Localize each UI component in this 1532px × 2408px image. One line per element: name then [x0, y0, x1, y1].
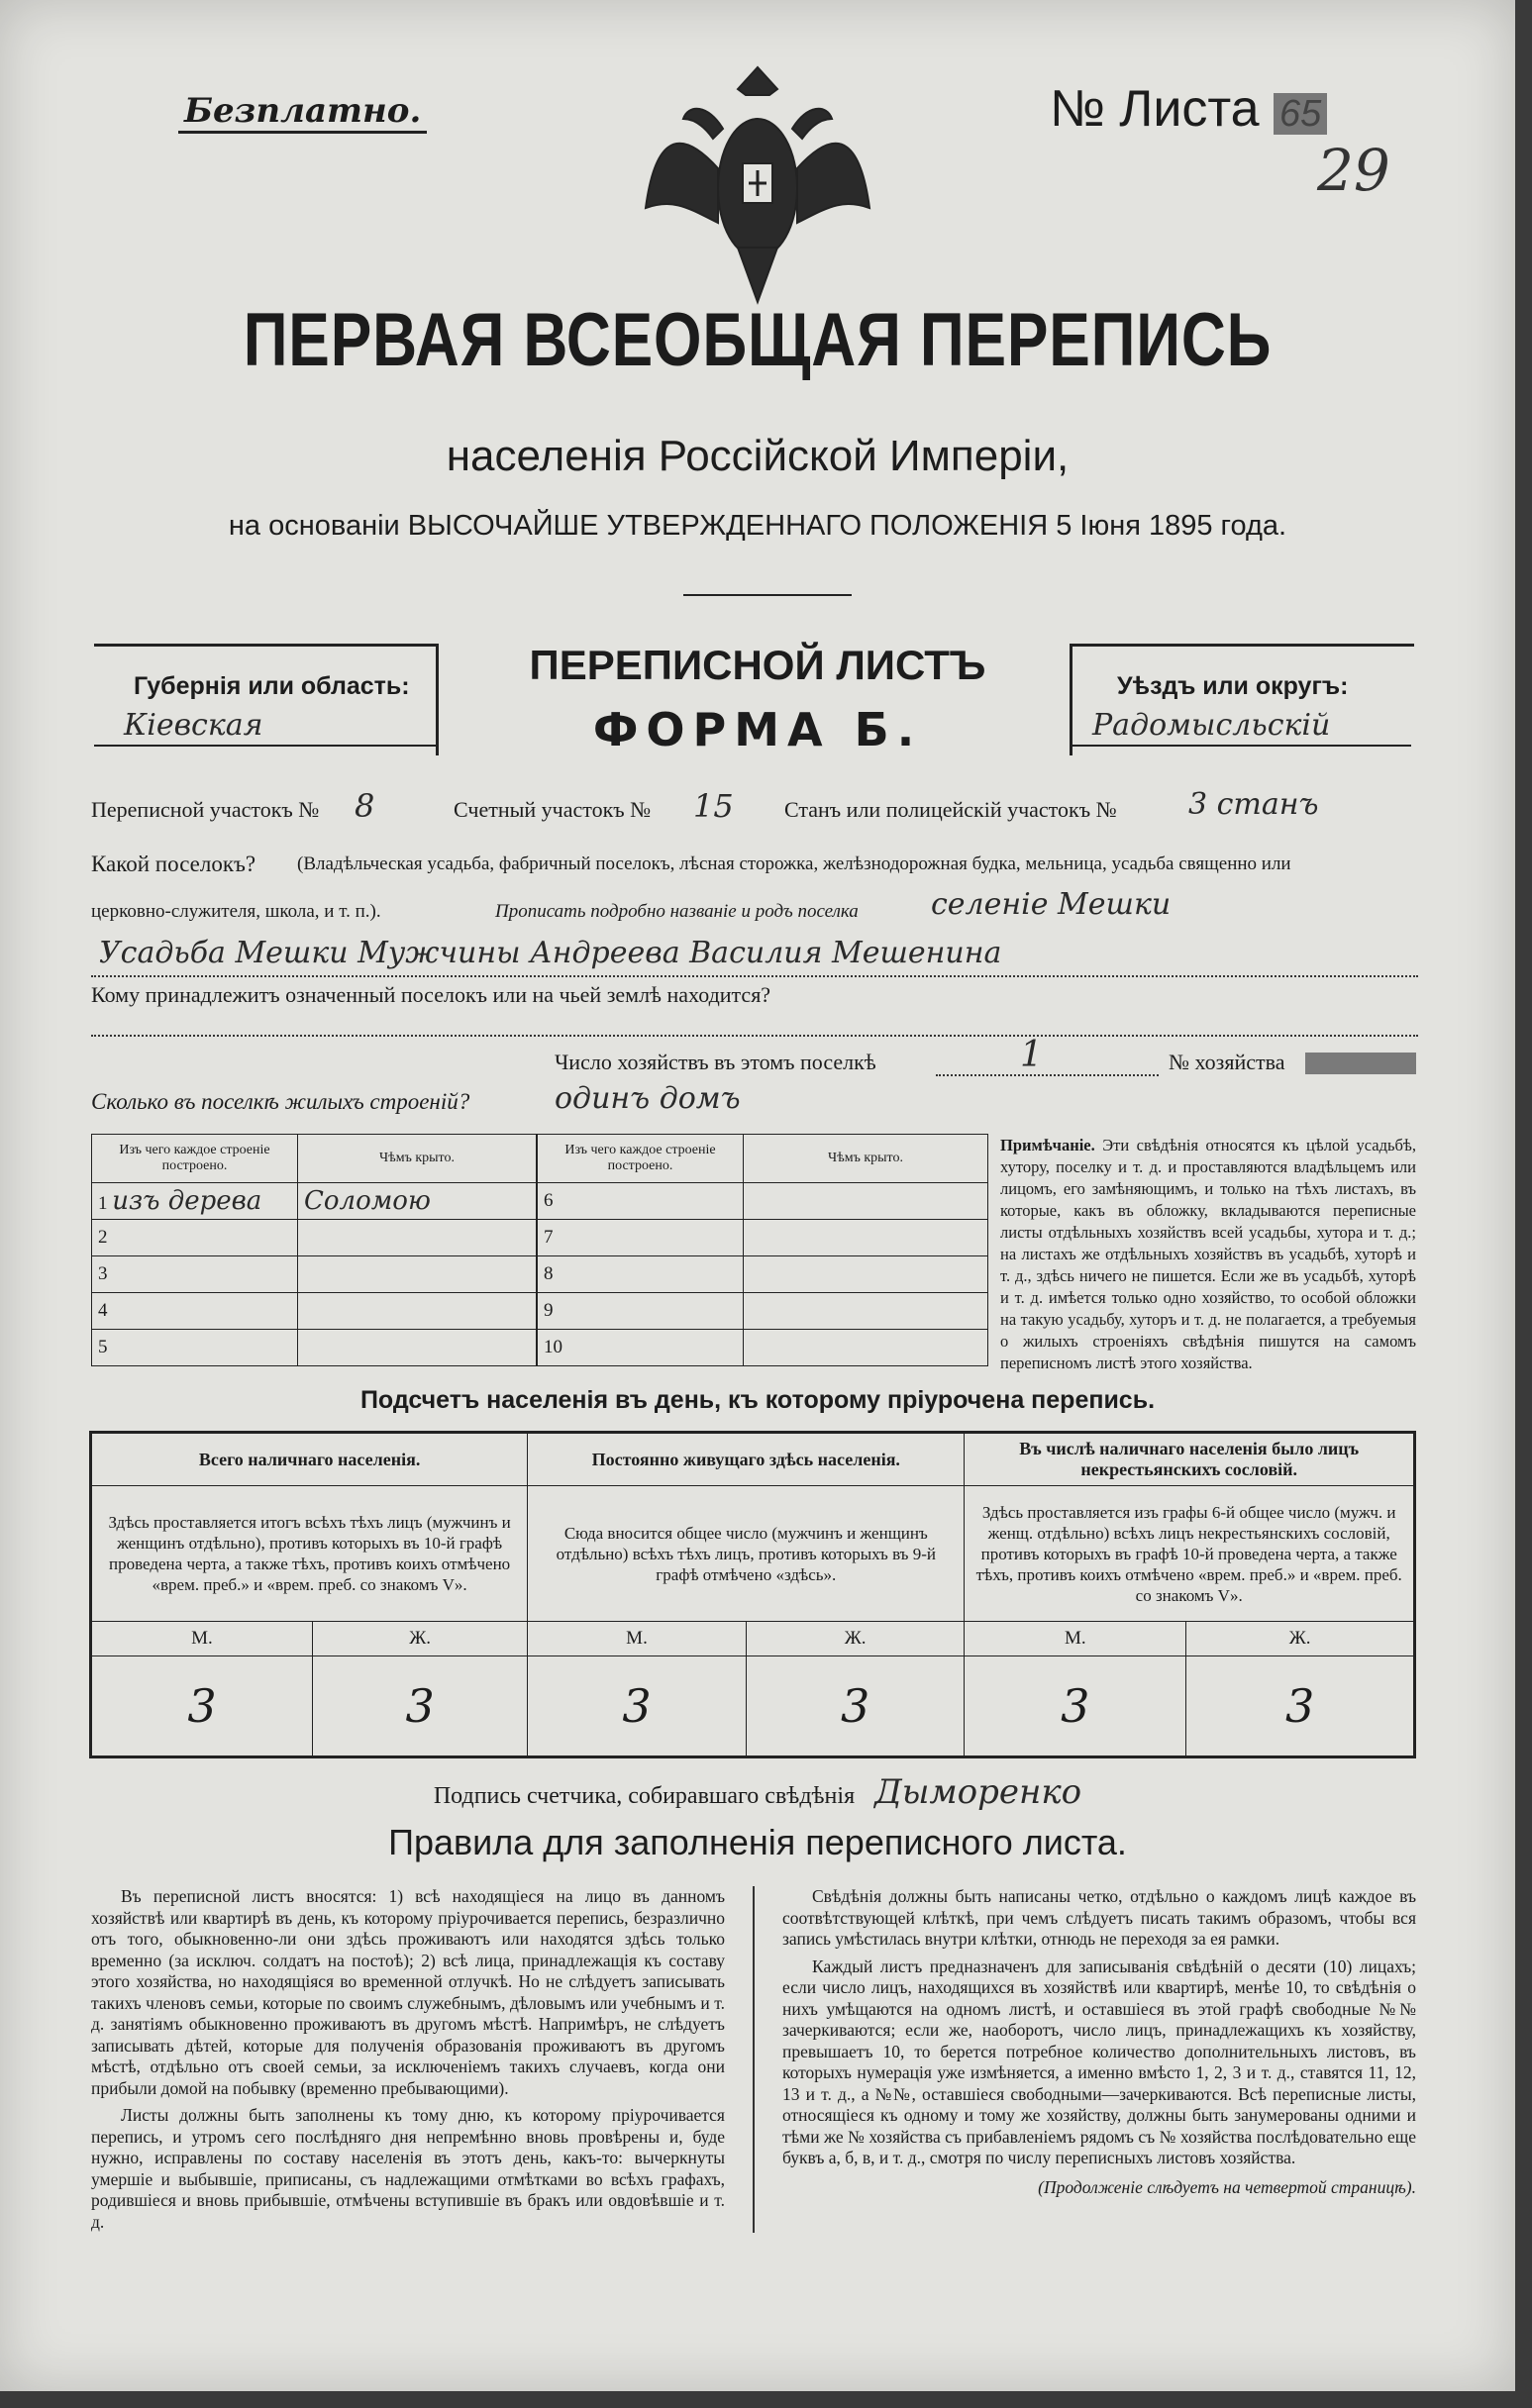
col-roof: Чѣмъ крыто.	[744, 1135, 988, 1183]
buildings-table-right	[537, 1134, 988, 1366]
table-row: 9	[538, 1293, 988, 1330]
owner-label: Кому принадлежитъ означенный поселокъ или на чьей землѣ находится?	[91, 982, 771, 1007]
gubernia-value: Кіевская	[124, 708, 263, 743]
households-label: Число хозяйствъ въ этомъ поселкѣ	[555, 1050, 876, 1074]
present-male-value: 3	[91, 1656, 313, 1757]
table-row: 10	[538, 1330, 988, 1366]
table-row: 8	[538, 1256, 988, 1293]
present-head: Всего наличнаго населенія.	[91, 1433, 528, 1486]
settlement-hint-2: церковно-служителя, школа, и т. п.).	[91, 901, 381, 922]
free-label: Безплатно.	[178, 91, 427, 134]
sheet-number-old: 65	[1274, 93, 1327, 135]
population-summary-table	[89, 1431, 1416, 1758]
uezd-label: Уѣздъ или округъ:	[1117, 672, 1349, 700]
non-peasant-desc: Здѣсь проставляется изъ графы 6-й общее число (мужч. и женщ. отдѣльно) всѣхъ лицъ некрестьянскихъ сословій, противъ которыхъ въ графѣ 10-й проведена черта, а также тѣхъ, противъ коихъ отмѣчено «врем. преб.» и «врем. преб. со знакомъ V».	[965, 1486, 1415, 1622]
gubernia-label: Губернія или область:	[134, 672, 410, 700]
table-row: 6	[538, 1183, 988, 1220]
census-district-label: Переписной участокъ №	[91, 797, 320, 822]
settlement-value-2: Усадьба Мешки Мужчины Андреева Василия Мешенина	[99, 936, 1002, 970]
table-row: 2	[92, 1220, 537, 1256]
double-headed-eagle-emblem	[644, 59, 871, 307]
male-label: М.	[965, 1622, 1186, 1656]
note-text: Эти свѣдѣнія относятся къ цѣлой усадьбѣ, хутору, поселку и т. д. и проставляются владѣльцемъ или лицомъ, его замѣняющимъ, и только на тѣхъ листахъ, въ которые, какъ въ обложку, вкладываются переписные листы отдѣльныхъ хозяйствъ всей усадьбы, хутора и т. д.; на листахъ же отдѣльныхъ хозяйствъ въ усадьбѣ, хуторѣ и т. д., здѣсь ничего не пишется. Если же въ усадьбѣ, хуторѣ и т. д. имѣется только одно хозяйство, то особой обложки на такую усадьбу, хуторъ и т. д. не полагается, а требуемыя о жилыхъ строеніяхъ свѣдѣнія пишутся на самомъ переписномъ листѣ этого хозяйства.	[1000, 1136, 1416, 1372]
resident-female-value: 3	[746, 1656, 965, 1757]
col-roof: Чѣмъ крыто.	[298, 1135, 537, 1183]
present-female-value: 3	[312, 1656, 527, 1757]
count-district-value: 15	[693, 787, 734, 825]
page-subtitle: населенія Россійской Имперіи,	[446, 432, 1070, 480]
rules-left-p2: Листы должны быть заполнены къ тому дню, къ которому пріурочивается перепись, и утромъ сего послѣдняго дня непремѣнно вновь провѣрены и, буде нужно, исправлены по составу населенія въ этотъ день, какъ-то: вычеркнуты умершіе и выбывшіе, приписаны, съ надлежащими отмѣтками во всѣхъ графахъ, родившіеся и вновь прибывшіе, отмѣчены вступившіе въ бракъ или овдовѣвшіе и т. д.	[91, 2105, 725, 2232]
gubernia-underline	[94, 745, 436, 747]
male-label: М.	[91, 1622, 313, 1656]
uezd-box	[1070, 644, 1414, 755]
col-material: Изъ чего каждое строеніе построено.	[92, 1135, 298, 1183]
page-title: ПЕРВАЯ ВСЕОБЩАЯ ПЕРЕПИСЬ	[243, 298, 1273, 382]
table-row: 5	[92, 1330, 537, 1366]
census-district-value: 8	[355, 787, 375, 825]
buildings-value: одинъ домъ	[555, 1081, 741, 1116]
settlement-prescribe: Прописать подробно названіе и родъ поселка	[495, 901, 859, 922]
sheet-number-new: 29	[1317, 137, 1390, 204]
female-label: Ж.	[312, 1622, 527, 1656]
col-material: Изъ чего каждое строеніе построено.	[538, 1135, 744, 1183]
material-value: изъ дерева	[112, 1186, 262, 1216]
note-head: Примѣчаніе.	[1000, 1136, 1095, 1154]
household-no-redacted	[1305, 1053, 1416, 1074]
summary-title: Подсчетъ населенія въ день, къ которому пріурочена перепись.	[359, 1386, 1156, 1414]
rules-divider	[753, 1886, 755, 2233]
rules-right-column	[782, 1886, 1416, 2198]
enumerator-signature	[0, 1772, 1515, 1812]
table-row: 1 изъ дерева Соломою	[92, 1183, 537, 1220]
form-subtitle: ФОРМА Б.	[592, 703, 923, 756]
rules-continued: (Продолженіе слѣдуетъ на четвертой страницѣ).	[1038, 2176, 1416, 2197]
sheet-number-label: № Листа	[1050, 80, 1260, 138]
rules-right-p2: Каждый листъ предназначенъ для записыванія свѣдѣній о десяти (10) лицахъ; если число лицъ, находящихся въ хозяйствѣ или квартирѣ, менѣе 10, то свѣдѣнія о нихъ умѣщаются на одномъ листѣ, и оставшіеся въ этой графѣ свободные №№ зачеркиваются; если же, наоборотъ, число лицъ, принадлежащихъ къ хозяйству, превышаетъ 10, то берется потребное количество дополнительныхъ листовъ, въ которыхъ нумерація уже измѣняется, а именно вмѣсто 1, 2, 3 и т. д., ставятся 11, 12, 13 и т. д., а №№, оставшіеся свободными—зачеркиваются. Всѣ переписные листы, относящіеся къ одному и тому же хозяйству, должны быть занумерованы одними и тѣми же № хозяйства съ прибавленіемъ рядомъ съ № хозяйства послѣдовательно еще буквъ а, б, в, и т. д., смотря по числу переписныхъ листовъ хозяйства.	[782, 1956, 1416, 2167]
buildings-label: Сколько въ поселкѣ жилыхъ строеній?	[91, 1089, 470, 1114]
rules-right-p1: Свѣдѣнія должны быть написаны четко, отдѣльно о каждомъ лицѣ каждое въ соотвѣтствующей клѣткѣ, при чемъ слѣдуетъ писать такимъ образомъ, чтобы вся запись умѣстилась внутри клѣтки, отнюдь не переходя за ея рамки.	[782, 1886, 1416, 1949]
resident-head: Постоянно живущаго здѣсь населенія.	[528, 1433, 965, 1486]
households-line	[936, 1074, 1159, 1076]
present-desc: Здѣсь проставляется итогъ всѣхъ тѣхъ лицъ (мужчинъ и женщинъ отдѣльно), противъ которыхъ въ 10-й графѣ проведена черта, а также тѣхъ, противъ коихъ отмѣчено «врем. преб.» и «врем. преб. со знакомъ V».	[91, 1486, 528, 1622]
settlement-value: селеніе Мешки	[931, 887, 1172, 922]
divider	[683, 594, 852, 596]
stan-value: 3 станъ	[1188, 787, 1319, 822]
uezd-value: Радомысльскій	[1092, 708, 1331, 743]
signature-value: Дыморенко	[874, 1772, 1082, 1812]
settlement-line	[91, 975, 1418, 977]
count-district-label: Счетный участокъ №	[454, 797, 652, 822]
male-label: М.	[528, 1622, 747, 1656]
non-peasant-male-value: 3	[965, 1656, 1186, 1757]
household-no-label: № хозяйства	[1169, 1050, 1285, 1074]
resident-male-value: 3	[528, 1656, 747, 1757]
settlement-label: Какой поселокъ?	[91, 852, 256, 876]
non-peasant-female-value: 3	[1186, 1656, 1415, 1757]
sheet-number	[1050, 79, 1390, 204]
female-label: Ж.	[1186, 1622, 1415, 1656]
rules-left-p1: Въ переписной листъ вносятся: 1) всѣ находящіеся на лицо въ данномъ хозяйствѣ или квартирѣ въ день, къ которому пріурочивается перепись, безразлично отъ того, обыкновенно-ли они здѣсь проживаютъ или находятся здѣсь только временно (за исключ. солдатъ на постоѣ); 2) всѣ лица, принадлежащія къ составу этого хозяйства, но находящіяся во временной отлучкѣ. Но не слѣдуетъ записывать такихъ членовъ семьи, которые по своимъ служебнымъ, дѣловымъ или учебнымъ и т. д. занятіямъ обыкновенно проживаютъ въ другомъ мѣстѣ. Напримѣръ, не слѣдуетъ записывать дѣтей, которые для полученія образованія проживаютъ въ другомъ мѣстѣ, отдѣльно отъ своей семьи, за исключеніемъ такихъ случаевъ, когда они прибыли домой на побывку (временно пребывающими).	[91, 1886, 725, 2098]
legal-basis: на основаніи ВЫСОЧАЙШЕ УТВЕРЖДЕННАГО ПОЛОЖЕНІЯ 5 Іюня 1895 года.	[228, 510, 1287, 542]
roof-value: Соломою	[298, 1183, 537, 1220]
table-row: 7	[538, 1220, 988, 1256]
stan-label: Станъ или полицейскій участокъ №	[784, 797, 1117, 822]
table-row: 3	[92, 1256, 537, 1293]
female-label: Ж.	[746, 1622, 965, 1656]
buildings-note	[1000, 1135, 1416, 1374]
rules-title: Правила для заполненія переписного листа.	[388, 1822, 1127, 1862]
resident-desc: Сюда вносится общее число (мужчинъ и женщинъ отдѣльно) всѣхъ тѣхъ лицъ, противъ которыхъ въ 9-й графѣ отмѣчено «здѣсь».	[528, 1486, 965, 1622]
form-title: ПЕРЕПИСНОЙ ЛИСТЪ	[529, 642, 986, 688]
table-row: 4	[92, 1293, 537, 1330]
uezd-underline	[1070, 745, 1411, 747]
signature-label: Подпись счетчика, собиравшаго свѣдѣнія	[433, 1783, 856, 1809]
non-peasant-head: Въ числѣ наличнаго населенія было лицъ некрестьянскихъ сословій.	[965, 1433, 1415, 1486]
buildings-table-left	[91, 1134, 537, 1366]
owner-line	[91, 1035, 1418, 1037]
rules-left-column	[91, 1886, 725, 2233]
settlement-hint: (Владѣльческая усадьба, фабричный поселокъ, лѣсная сторожка, желѣзнодорожная будка, мельница, усадьба священно или	[297, 853, 1291, 874]
gubernia-box	[94, 644, 439, 755]
households-value: 1	[1020, 1035, 1043, 1075]
